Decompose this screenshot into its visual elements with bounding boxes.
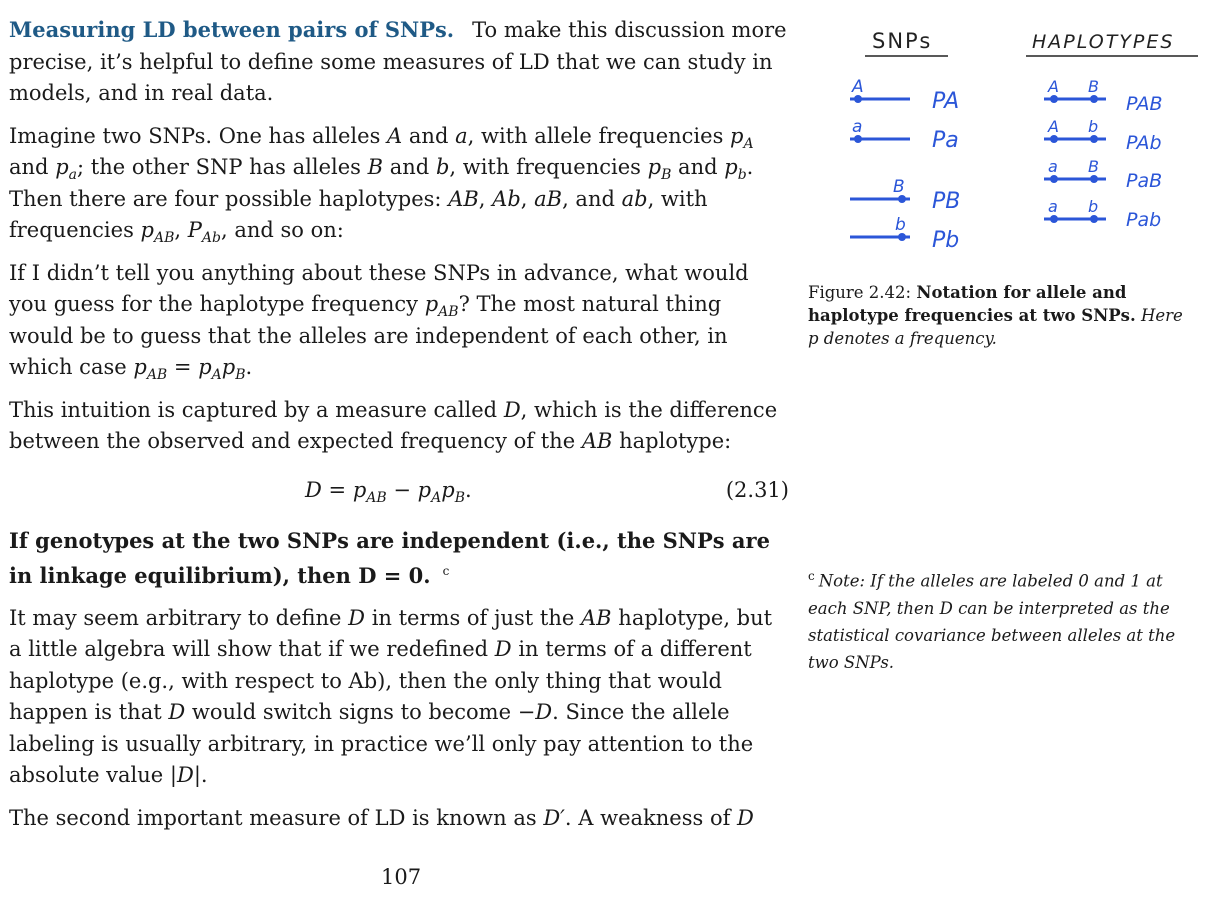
math-p: p: [647, 155, 662, 179]
text-span: ? The most natural thing would be to guess that the alleles are independent of each other, in which case: [9, 292, 728, 379]
math-A: A: [431, 489, 442, 506]
math-D: D: [503, 397, 521, 422]
math-D: D: [168, 700, 186, 724]
sidenote-text: Note: If the alleles are labeled 0 and 1 at each SNP, then D can be interpreted as the statistical covariance between alleles at the two SNPs.: [808, 571, 1176, 672]
text-span: . A weakness of: [564, 805, 731, 830]
sidenote-marker: c: [808, 569, 815, 583]
footnote-marker[interactable]: c: [442, 564, 450, 578]
text-span: , with frequencies: [9, 186, 708, 242]
math-p: p: [55, 155, 69, 179]
math-aB: aB: [534, 186, 563, 211]
text-span: , with allele frequencies: [467, 123, 724, 148]
math-ab: ab: [621, 186, 648, 211]
math-B: B: [661, 167, 672, 184]
text-span: and: [408, 123, 449, 148]
sidenote: [808, 563, 1188, 676]
math-A: A: [743, 135, 754, 152]
sign-paragraph: It may seem arbitrary to define D in terms of just the AB haplotype, but a little algebra will show that if we redefined D in terms of a different haplotype (e.g., with respect to Ab), then the only thing that would happen is that D would switch signs to become −D. Since the allele labeling is usually arbitrary, in practice we’ll only pay attention to the absolute value |D|.: [9, 605, 773, 787]
math-equals: =: [328, 477, 347, 502]
section-lead-title: Measuring LD between pairs of SNPs.: [9, 17, 455, 42]
text-span: in terms of just the: [371, 605, 575, 630]
math-minus: −: [393, 477, 411, 502]
hap-2-left: A: [1048, 117, 1059, 136]
text-span: would switch signs to become: [191, 700, 512, 724]
text-span: haplotype, but a little algebra will show that if we redefined: [9, 605, 773, 661]
math-b: b: [737, 167, 747, 184]
math-AB: AB: [581, 605, 612, 630]
text-span: haplotype:: [619, 429, 732, 453]
math-D: D: [305, 477, 322, 502]
math-AB: AB: [448, 186, 479, 211]
caption-label: Figure 2.42:: [808, 283, 912, 302]
text-span: The second important measure of LD is known as: [9, 805, 537, 830]
snps-heading: SNPs: [872, 29, 933, 53]
hap-3-left: a: [1048, 157, 1058, 176]
math-p: p: [198, 355, 212, 379]
text-span: Imagine two SNPs. One has alleles: [9, 123, 381, 148]
two-snps-paragraph: Imagine two SNPs. One has alleles A and a, with allele frequencies $p_A$ and $p_a$; the other SNP has alleles B and b, with frequencies $p_B$ and $p_b$. Then there are four possible haplotypes: AB, Ab, aB, and ab, with frequencies $p_{AB}$, $P_{Ab}$, and so on:: [9, 123, 754, 247]
text-span: , with frequencies: [449, 155, 641, 179]
math-A: A: [211, 367, 222, 384]
hap-4-left: a: [1048, 197, 1058, 216]
d-definition-paragraph: [9, 395, 789, 458]
math-AB: AB: [146, 367, 168, 384]
math-D: D: [494, 637, 512, 661]
math-AB: AB: [581, 429, 613, 453]
freq-PAb: PAb: [1126, 132, 1162, 154]
math-b: b: [435, 155, 450, 179]
main-text-column: [9, 14, 789, 845]
equation-2-31: [9, 469, 789, 513]
math-D-prime: D′: [543, 805, 565, 830]
text-span: If I didn’t tell you anything about these SNPs in advance, what would you guess for the haplotype frequency: [9, 260, 749, 316]
freq-PaB: PaB: [1126, 170, 1163, 192]
equation-body: $D = p_{AB} - p_Ap_B$.: [305, 477, 472, 506]
caption-bold: Notation for allele and haplotype frequencies at two SNPs.: [808, 283, 1136, 325]
bold-statement-text: If genotypes at the two SNPs are independent (i.e., the SNPs are in linkage equilibrium), then D = 0.: [9, 527, 770, 588]
text-span: , and: [562, 186, 615, 211]
freq-Pb: Pb: [932, 228, 960, 253]
intro-paragraph: [9, 14, 789, 110]
caption-italic: Here p denotes a frequency.: [808, 306, 1183, 348]
hap-3-right: B: [1088, 157, 1099, 176]
text-span: and: [9, 155, 49, 179]
text-span: It may seem arbitrary to define: [9, 605, 342, 630]
text-span: and: [389, 155, 430, 179]
text-span: in terms of a different haplotype (e.g., with respect to Ab), then the only thing that would happen is that: [9, 637, 752, 724]
math-abs-D: |D|: [169, 763, 201, 787]
math-p: p: [441, 477, 455, 502]
d-prime-paragraph: [9, 803, 789, 835]
math-AB: AB: [366, 489, 387, 506]
text-span: and: [678, 155, 718, 179]
math-p: p: [133, 355, 147, 379]
hap-4-right: b: [1088, 197, 1099, 216]
math-B: B: [235, 367, 246, 384]
snp-label-A: A: [852, 77, 864, 97]
snp-label-b: b: [895, 215, 906, 235]
text-span: ; the other SNP has alleles: [77, 155, 361, 179]
math-p: p: [724, 155, 738, 179]
freq-PAB: PAB: [1126, 93, 1163, 115]
text-span: , which is the difference between the observed and expected frequency of the: [9, 397, 778, 453]
math-neg-D: −D: [517, 700, 553, 724]
text-span: . Since the allele labeling is usually arbitrary, in practice we’ll only pay attention to the absolute value: [9, 700, 754, 787]
haplotypes-heading: HAPLOTYPES: [1032, 31, 1175, 53]
math-AB: AB: [153, 230, 175, 247]
math-p: p: [424, 292, 439, 316]
hap-1-left: A: [1048, 77, 1059, 96]
hap-1-right: B: [1088, 77, 1099, 96]
math-D: D: [348, 605, 366, 630]
math-A: A: [387, 123, 403, 148]
snp-haplotype-figure: [810, 20, 1210, 270]
math-B: B: [454, 489, 465, 506]
math-Ab: Ab: [492, 186, 521, 211]
page-number: 107: [381, 865, 422, 889]
math-D: D: [737, 805, 754, 830]
math-p: p: [417, 477, 432, 502]
math-p: p: [352, 477, 367, 502]
snp-label-a: a: [852, 117, 863, 137]
math-B: B: [367, 155, 384, 179]
freq-Pab: Pab: [1126, 209, 1162, 231]
text-span: . Then there are four possible haplotypes:: [9, 155, 754, 211]
math-a: a: [68, 167, 77, 184]
math-p: p: [730, 123, 744, 148]
freq-PB: PB: [932, 189, 961, 214]
figure-caption: [808, 281, 1188, 350]
freq-Pa: Pa: [932, 128, 959, 153]
intro-text: To make this discussion more precise, it’s helpful to define some measures of LD that we can study in models, and in real data.: [9, 18, 787, 105]
text-span: This intuition is captured by a measure called: [9, 397, 498, 422]
linkage-equilibrium-statement: [9, 525, 789, 592]
hap-2-right: b: [1088, 117, 1099, 136]
math-p: p: [140, 218, 154, 242]
math-equals: =: [173, 355, 192, 379]
math-a: a: [455, 123, 468, 148]
math-p: p: [221, 355, 236, 379]
math-AB: AB: [438, 304, 459, 321]
snp-label-B: B: [893, 177, 905, 197]
freq-PA: PA: [932, 89, 960, 114]
math-Ab: Ab: [201, 230, 221, 247]
independence-paragraph: If I didn’t tell you anything about these SNPs in advance, what would you guess for the haplotype frequency $p_{AB}$? The most natural thing would be to guess that the alleles are independent of each other, in which case $p_{AB} = p_Ap_B$.: [9, 260, 749, 384]
equation-number: (2.31): [725, 477, 789, 502]
text-span: , and so on:: [220, 218, 344, 242]
math-P: P: [187, 218, 202, 242]
